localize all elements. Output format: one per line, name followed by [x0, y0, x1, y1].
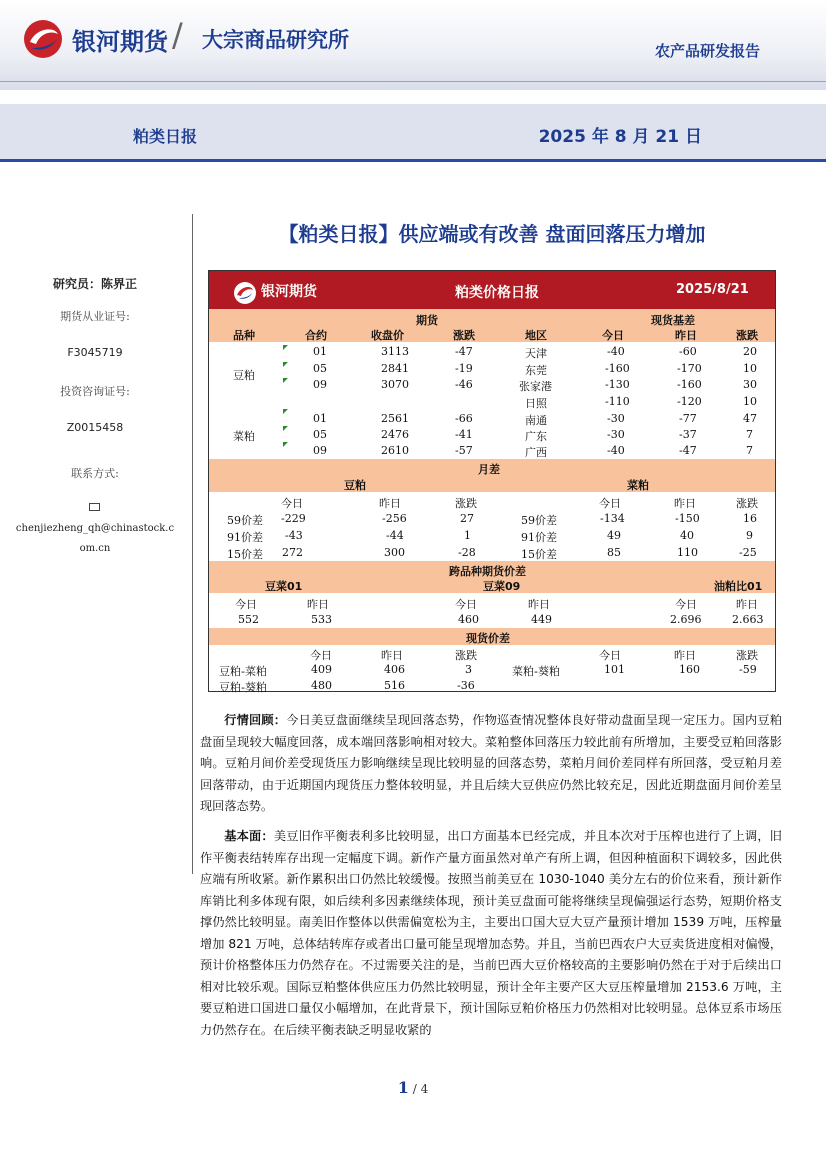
- spread-label: 59价差: [521, 514, 557, 527]
- cross-a-yesterday: 533: [311, 613, 332, 626]
- monthly-col-yesterday-2: 昨日: [674, 497, 696, 510]
- spot-col-change-2: 涨跌: [736, 649, 758, 662]
- cross-section-label: 跨品种期货价差: [449, 565, 526, 578]
- monthly-col-yesterday: 昨日: [379, 497, 401, 510]
- page-footer: [0, 1078, 826, 1097]
- cross-b-yesterday: 449: [531, 613, 552, 626]
- page-total: 4: [420, 1082, 429, 1096]
- page-title: 【粕类日报】供应端或有改善 盘面回落压力增加: [278, 222, 706, 246]
- region: 南通: [525, 414, 547, 427]
- contact-label: 联系方式:: [71, 467, 119, 480]
- spot-yesterday: 406: [384, 663, 405, 676]
- basis-change: 30: [743, 378, 757, 391]
- fundamentals-paragraph: [200, 826, 782, 1041]
- monthly-section-label: 月差: [478, 463, 500, 476]
- contract: 05: [313, 428, 327, 441]
- monthly-col-change: 涨跌: [455, 497, 477, 510]
- basis-yesterday: -77: [679, 412, 697, 425]
- fundamentals-text: 美豆旧作平衡表利多比较明显，出口方面基本已经完成，并且本次对于压榨也进行了上调，旧作平衡表结转库存出现一定幅度下调。新作产量方面虽然对单产有所上调，但因种植面积下调较多，因此供应端有所收紧。新作累积出口仍然比较缓慢。按照当前美豆在 1030-1040 美分左右的价位来看，预计新作库销比利多体现有限，如后续利多因素继续体现，预计美豆盘面可能将继续呈现偏强运行态势，短期价格支撑仍然比较明显。南美旧作整体以供需偏宽松为主，主要出口国大豆大豆产量预计增加 1539 万吨，压榨量增加 821 万吨，总体结转库存或者出口量可能呈现增加态势。并且，当前巴西农户大豆卖货进度相对偏慢，预计价格整体压力仍然存在。不过需要关注的是，当前巴西大豆价格较高的主要影响仍然在于对于后续出口相对比较乐观。国际豆粕整体供应压力仍然比较明显，预计全年主要产区大豆压榨量增加 2153.6 万吨，主要豆粕进口国进口量仅小幅增加，在此背景下，预计国际豆粕价格压力仍然相对比较明显。总体豆系市场压力仍然存在。在后续平衡表缺乏明显收紧的: [200, 829, 782, 1037]
- cross-b-label: 豆菜09: [483, 580, 521, 593]
- column-divider: [192, 214, 193, 874]
- col-region: 地区: [525, 329, 547, 342]
- spread-today: -134: [600, 512, 625, 525]
- col-today: 今日: [602, 329, 624, 342]
- spread-change: -25: [739, 546, 757, 559]
- change: -41: [455, 428, 473, 441]
- basis-yesterday: -47: [679, 444, 697, 457]
- report-date: 2025 年 8 月 21 日: [538, 127, 702, 147]
- product-soymeal: 豆粕: [233, 369, 255, 382]
- spread-change: 9: [746, 529, 753, 542]
- close-price: 2561: [381, 412, 409, 425]
- spot-today: 409: [311, 663, 332, 676]
- institute-name: 大宗商品研究所: [202, 28, 349, 52]
- col-close: 收盘价: [371, 329, 404, 342]
- page-separator: /: [408, 1082, 421, 1096]
- monthly-col-change-2: 涨跌: [736, 497, 758, 510]
- flag-icon: [283, 345, 288, 350]
- basis-today: -30: [607, 412, 625, 425]
- basis-today: -130: [605, 378, 630, 391]
- license-label: 期货从业证号:: [60, 310, 130, 323]
- spread-yesterday: -44: [386, 529, 404, 542]
- region: 广东: [525, 430, 547, 443]
- cross-a-label: 豆菜01: [265, 580, 303, 593]
- monthly-rapemeal-label: 菜粕: [627, 479, 649, 492]
- market-review-lead: 行情回顾：: [224, 713, 287, 727]
- consult-number: Z0015458: [66, 421, 124, 434]
- change: -46: [455, 378, 473, 391]
- page-number: 1: [397, 1078, 409, 1097]
- price-table: [208, 270, 776, 692]
- spot-label: 豆粕-菜粕: [219, 665, 267, 678]
- change: -66: [455, 412, 473, 425]
- spread-yesterday: 110: [677, 546, 698, 559]
- cross-c-col-yesterday: 昨日: [736, 598, 758, 611]
- region: 广西: [525, 446, 547, 459]
- galaxy-logo-icon: [22, 18, 64, 60]
- spot-today: 480: [311, 679, 332, 692]
- cross-a-today: 552: [238, 613, 259, 626]
- spread-change: 1: [464, 529, 471, 542]
- fundamentals-lead: 基本面：: [224, 829, 274, 843]
- spread-label: 91价差: [227, 531, 263, 544]
- col-yesterday: 昨日: [675, 329, 697, 342]
- col-product: 品种: [233, 329, 255, 342]
- table-header-bar: [209, 271, 775, 309]
- spread-today: 272: [282, 546, 303, 559]
- header-stripe: [0, 81, 826, 82]
- spread-label: 59价差: [227, 514, 263, 527]
- spot-col-yesterday: 昨日: [381, 649, 403, 662]
- basis-change: 7: [746, 428, 753, 441]
- table-brand: 银河期货: [261, 284, 317, 300]
- table-date: 2025/8/21: [676, 282, 749, 297]
- monthly-col-today: 今日: [281, 497, 303, 510]
- spot-today: 101: [604, 663, 625, 676]
- basis-today: -110: [605, 395, 630, 408]
- spread-yesterday: -150: [675, 512, 700, 525]
- col-change: 涨跌: [453, 329, 475, 342]
- flag-icon: [283, 378, 288, 383]
- flag-icon: [283, 442, 288, 447]
- spot-label: 菜粕-葵粕: [512, 665, 560, 678]
- spread-yesterday: 40: [680, 529, 694, 542]
- spread-label: 91价差: [521, 531, 557, 544]
- cross-b-col-yesterday: 昨日: [528, 598, 550, 611]
- basis-today: -40: [607, 444, 625, 457]
- cross-c-today: 2.696: [670, 613, 702, 626]
- basis-change: 10: [743, 395, 757, 408]
- table-name: 粕类价格日报: [455, 285, 539, 301]
- spot-change: -59: [739, 663, 757, 676]
- spread-today: -229: [281, 512, 306, 525]
- col-contract: 合约: [305, 329, 327, 342]
- change: -57: [455, 444, 473, 457]
- flag-icon: [283, 362, 288, 367]
- contract: 09: [313, 378, 327, 391]
- email-line-2: om.cn: [79, 543, 111, 554]
- cross-a-col-yesterday: 昨日: [307, 598, 329, 611]
- consult-label: 投资咨询证号:: [60, 385, 130, 398]
- contract: 09: [313, 444, 327, 457]
- spot-label: 豆粕-葵粕: [219, 681, 267, 694]
- spread-label: 15价差: [521, 548, 557, 561]
- close-price: 2610: [381, 444, 409, 457]
- close-price: 2841: [381, 362, 409, 375]
- spot-col-today-2: 今日: [599, 649, 621, 662]
- futures-section-label: 期货: [416, 314, 438, 327]
- basis-yesterday: -160: [677, 378, 702, 391]
- basis-change: 20: [743, 345, 757, 358]
- spot-yesterday: 160: [679, 663, 700, 676]
- basis-change: 7: [746, 444, 753, 457]
- spot-col-change: 涨跌: [455, 649, 477, 662]
- spread-today: 49: [607, 529, 621, 542]
- spot-col-today: 今日: [310, 649, 332, 662]
- region: 日照: [525, 397, 547, 410]
- basis-today: -160: [605, 362, 630, 375]
- basis-change: 47: [743, 412, 757, 425]
- contract: 01: [313, 412, 327, 425]
- spread-change: 27: [460, 512, 474, 525]
- spread-label: 15价差: [227, 548, 263, 561]
- basis-section-label: 现货基差: [651, 314, 695, 327]
- spread-change: 16: [743, 512, 757, 525]
- market-review-paragraph: [200, 710, 782, 818]
- header-slash: /: [172, 16, 183, 54]
- cross-b-today: 460: [458, 613, 479, 626]
- spread-yesterday: 300: [384, 546, 405, 559]
- basis-yesterday: -170: [677, 362, 702, 375]
- change: -19: [455, 362, 473, 375]
- basis-today: -30: [607, 428, 625, 441]
- title-band: [0, 104, 826, 162]
- spot-change: 3: [465, 663, 472, 676]
- spread-today: -43: [285, 529, 303, 542]
- cross-c-yesterday: 2.663: [732, 613, 764, 626]
- contract: 01: [313, 345, 327, 358]
- galaxy-logo-small-icon: [233, 281, 257, 305]
- spread-change: -28: [458, 546, 476, 559]
- contact-email[interactable]: [10, 499, 180, 559]
- license-number: F3045719: [67, 346, 123, 359]
- basis-change: 10: [743, 362, 757, 375]
- col-change-2: 涨跌: [736, 329, 758, 342]
- report-category: 粕类日报: [133, 127, 198, 146]
- close-price: 3113: [381, 345, 409, 358]
- page-header: [0, 0, 826, 90]
- spread-today: 85: [607, 546, 621, 559]
- region: 东莞: [525, 364, 547, 377]
- flag-icon: [283, 426, 288, 431]
- close-price: 3070: [381, 378, 409, 391]
- flag-icon: [283, 409, 288, 414]
- market-review-text: 今日美豆盘面继续呈现回落态势，作物巡查情况整体良好带动盘面呈现一定压力。国内豆粕盘面呈现较大幅度回落，成本端回落影响相对较大。菜粕整体回落压力较此前有所增加，主要受豆粕回落影响。豆粕月间价差受现货压力影响继续呈现比较明显的回落态势，菜粕月间价差同样有所回落，受豆粕月差回落带动，由于近期国内现货压力整体较明显，并且后续大豆供应仍然比较充足，因此近期盘面月间价差呈现回落态势。: [200, 713, 783, 813]
- basis-yesterday: -60: [679, 345, 697, 358]
- region: 天津: [525, 347, 547, 360]
- basis-today: -40: [607, 345, 625, 358]
- brand-name: 银河期货: [72, 28, 168, 56]
- spot-change: -36: [457, 679, 475, 692]
- contract: 05: [313, 362, 327, 375]
- spot-section-label: 现货价差: [466, 632, 510, 645]
- mail-icon: [89, 503, 100, 511]
- researcher: 研究员：陈界正: [52, 277, 137, 291]
- product-rapemeal: 菜粕: [233, 430, 255, 443]
- spread-yesterday: -256: [382, 512, 407, 525]
- cross-c-col-today: 今日: [675, 598, 697, 611]
- region: 张家港: [519, 380, 552, 393]
- monthly-soymeal-label: 豆粕: [344, 479, 366, 492]
- spot-yesterday: 516: [384, 679, 405, 692]
- cross-b-col-today: 今日: [455, 598, 477, 611]
- email-line-1: chenjiezheng_qh@chinastock.c: [15, 523, 175, 534]
- spot-col-yesterday-2: 昨日: [674, 649, 696, 662]
- monthly-col-today-2: 今日: [599, 497, 621, 510]
- cross-c-label: 油粕比01: [714, 580, 763, 593]
- cross-a-col-today: 今日: [235, 598, 257, 611]
- close-price: 2476: [381, 428, 409, 441]
- basis-yesterday: -37: [679, 428, 697, 441]
- change: -47: [455, 345, 473, 358]
- basis-yesterday: -120: [677, 395, 702, 408]
- report-type: 农产品研发报告: [654, 42, 760, 60]
